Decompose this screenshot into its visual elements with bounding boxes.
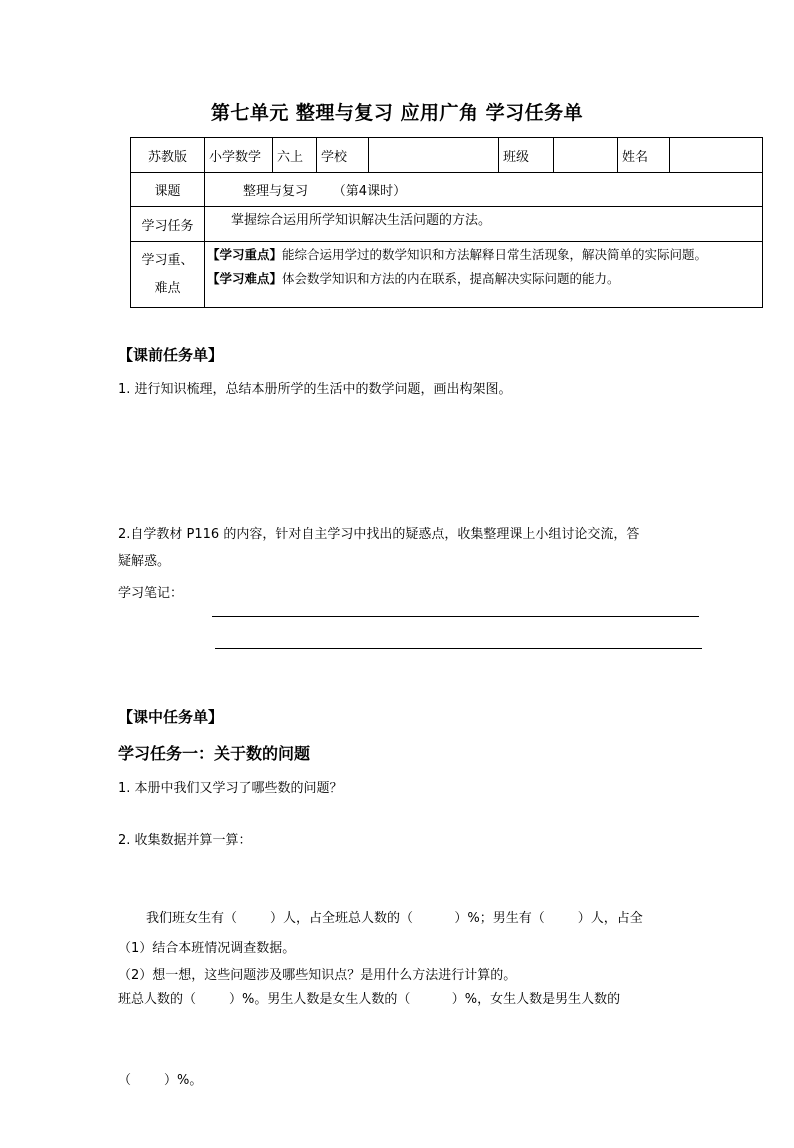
question-2: 2. 收集数据并算一算： [118, 833, 252, 848]
notes-label: 学习笔记： [118, 586, 184, 601]
sub-question-2: （2）想一想，这些问题涉及哪些知识点？是用什么方法进行计算的。 [118, 968, 517, 983]
key-point-text: 能综合运用学过的数学知识和方法解释日常生活现象，解决简单的实际问题。 [282, 247, 708, 262]
notes-line-2[interactable] [215, 648, 702, 649]
focus-label [131, 242, 205, 308]
task-label: 学习任务 [131, 207, 205, 242]
key-point-line [207, 243, 758, 267]
info-row-header [131, 138, 763, 173]
key-point-tag: 【学习重点】 [207, 247, 283, 262]
class-field[interactable] [554, 138, 618, 173]
difficulty-tag: 【学习难点】 [207, 271, 283, 286]
question-1: 1. 本册中我们又学习了哪些数的问题？ [118, 781, 343, 796]
info-row-topic [131, 173, 763, 207]
school-label: 学校 [317, 138, 369, 173]
task-value: 掌握综合运用所学知识解决生活问题的方法。 [205, 207, 763, 242]
publisher-cell: 苏教版 [131, 138, 205, 173]
data-paragraph-line2: 班总人数的（ ）%。男生人数是女生人数的（ ）%，女生人数是男生人数的 [118, 992, 621, 1007]
sub-question-1: （1）结合本班情况调查数据。 [118, 941, 296, 956]
pre-class-item-2-line2: 疑解惑。 [118, 554, 171, 569]
page-title: 第七单元 整理与复习 应用广角 学习任务单 [210, 102, 584, 124]
subject-cell: 小学数学 [205, 138, 273, 173]
info-row-task [131, 207, 763, 242]
difficulty-text: 体会数学知识和方法的内在联系，提高解决实际问题的能力。 [282, 271, 620, 286]
pre-class-item-1: 1. 进行知识梳理，总结本册所学的生活中的数学问题，画出构架图。 [118, 382, 512, 397]
in-class-heading: 【课中任务单】 [118, 708, 224, 726]
school-field[interactable] [369, 138, 499, 173]
pre-class-heading: 【课前任务单】 [118, 346, 224, 364]
topic-value: 整理与复习 （第4课时） [205, 173, 763, 207]
focus-label-line1: 学习重、 [141, 252, 194, 268]
pre-class-item-2-line1: 2.自学教材 P116 的内容，针对自主学习中找出的疑惑点，收集整理课上小组讨论交流，答 [118, 527, 640, 542]
data-paragraph [118, 851, 688, 1148]
notes-line-1[interactable] [212, 616, 699, 617]
focus-label-line2: 难点 [154, 280, 181, 296]
grade-cell: 六上 [273, 138, 317, 173]
name-label: 姓名 [618, 138, 670, 173]
data-paragraph-line1: 我们班女生有（ ）人，占全班总人数的（ ）%；男生有（ ）人，占全 [146, 911, 643, 926]
topic-label: 课题 [131, 173, 205, 207]
info-row-focus [131, 242, 763, 308]
data-paragraph-line3: （ ）%。 [118, 1073, 203, 1088]
class-label: 班级 [499, 138, 554, 173]
pre-class-item-2 [118, 521, 688, 575]
task1-title: 学习任务一：关于数的问题 [118, 744, 311, 763]
info-table [130, 137, 763, 308]
name-field[interactable] [670, 138, 763, 173]
difficulty-line [207, 267, 758, 291]
focus-content [205, 242, 763, 308]
